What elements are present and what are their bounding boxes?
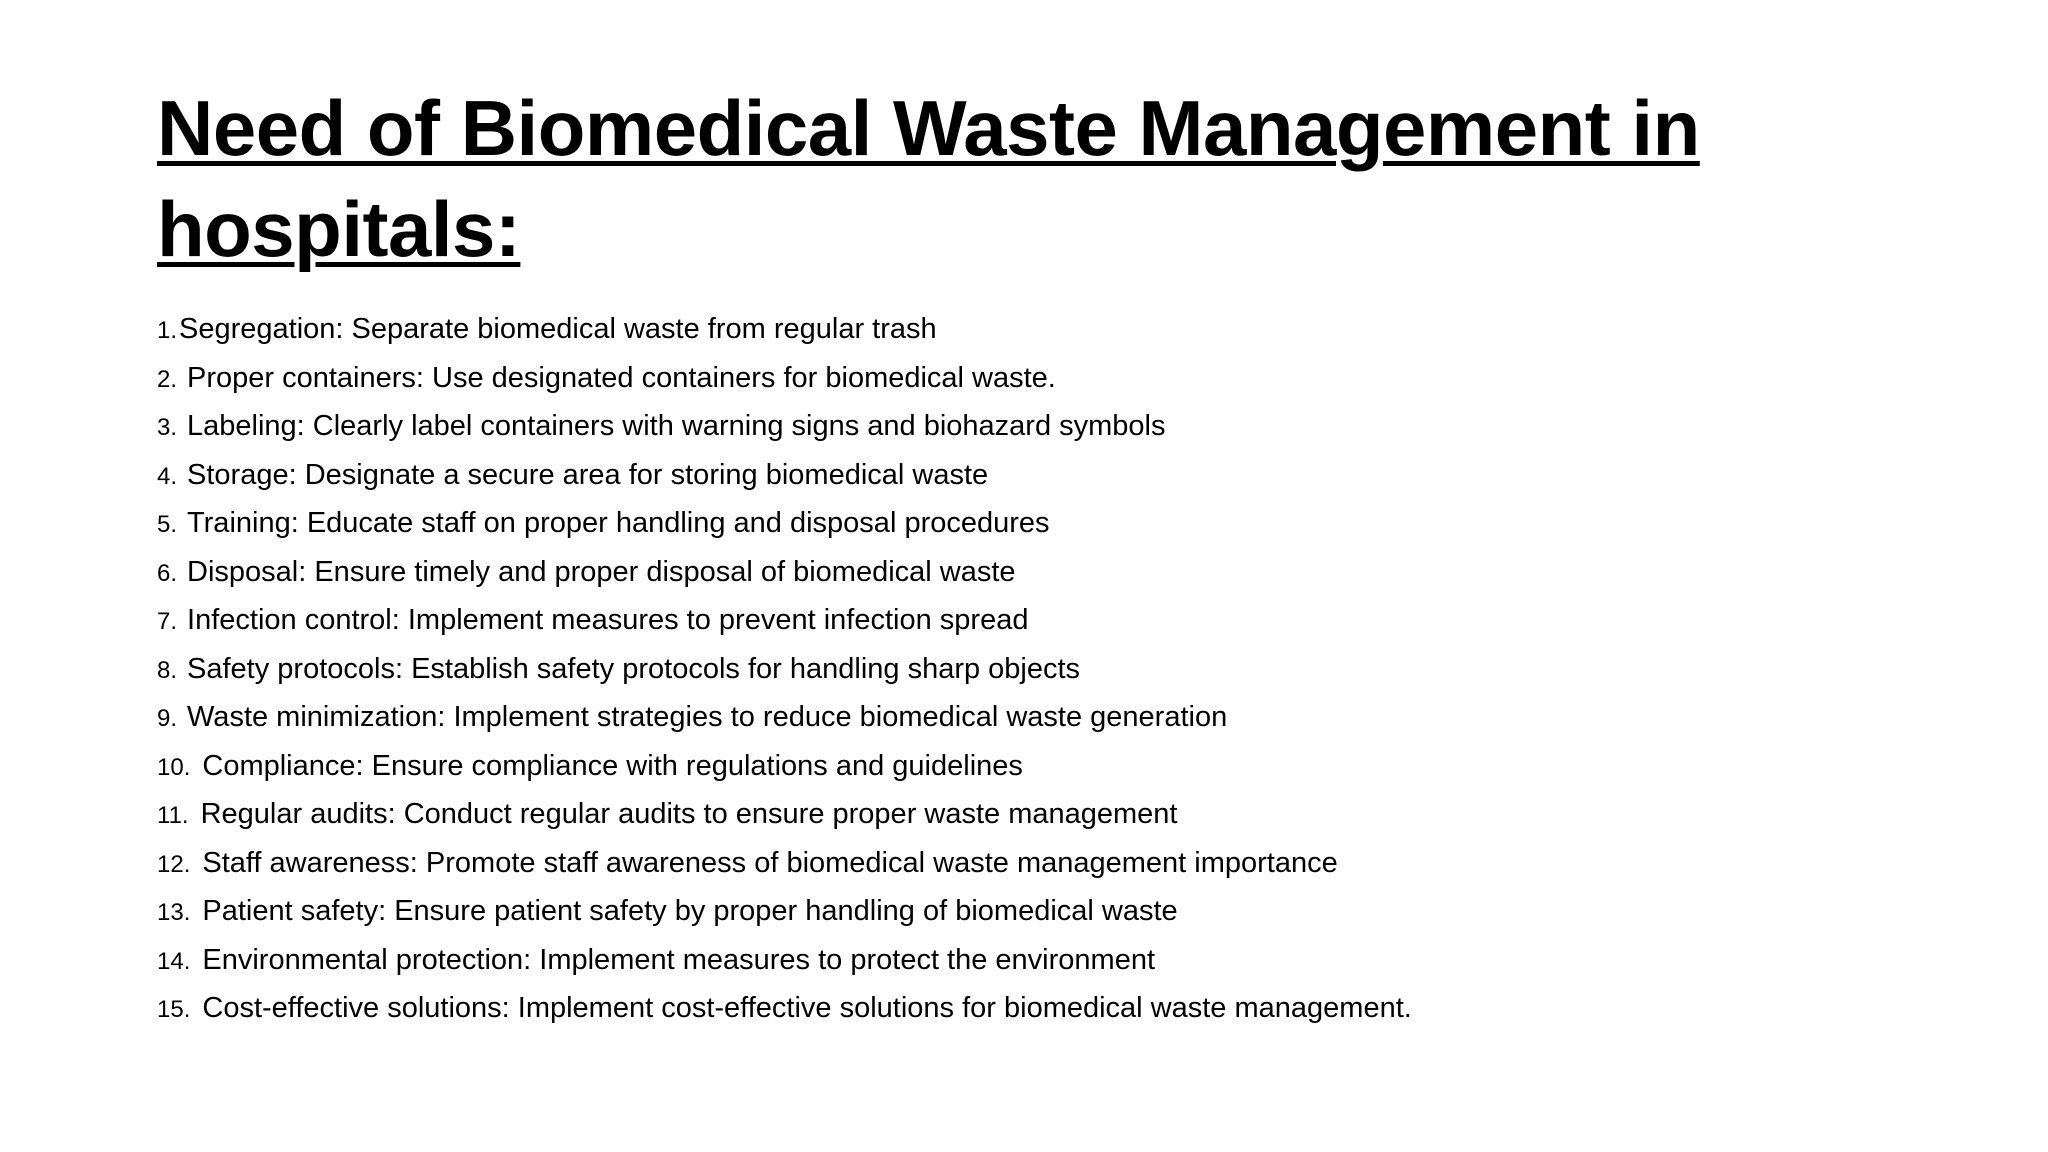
- list-item-text: Training: Educate staff on proper handling and disposal procedures: [187, 507, 1050, 539]
- list-item: [157, 645, 1412, 694]
- list-item: [157, 742, 1412, 791]
- list-item-number: 14.: [157, 947, 191, 975]
- list-item: [157, 984, 1412, 1033]
- list-item-text: Infection control: Implement measures to prevent infection spread: [187, 604, 1029, 636]
- list-item: [157, 451, 1412, 500]
- list-item-number: 9.: [157, 705, 178, 732]
- list-item-number: 11.: [157, 802, 189, 829]
- list-item-number: 12.: [157, 850, 191, 878]
- list-item-number: 7.: [157, 608, 178, 635]
- list-item-text: Storage: Designate a secure area for storing biomedical waste: [187, 458, 989, 491]
- list-item-text: Staff awareness: Promote staff awareness of biomedical waste management importance: [202, 846, 1338, 879]
- list-item: [157, 839, 1412, 888]
- list-item-text: Safety protocols: Establish safety protocols for handling sharp objects: [187, 652, 1081, 685]
- list-item-number: 8.: [157, 656, 178, 684]
- list-item-number: 4.: [157, 462, 178, 490]
- list-item: [157, 936, 1412, 985]
- list-item: [157, 402, 1412, 451]
- list-item: [157, 499, 1412, 548]
- waste-management-list: [157, 305, 1412, 1033]
- slide-title: Need of Biomedical Waste Management in hospitals:: [157, 84, 1700, 273]
- list-item: [157, 305, 1412, 354]
- list-item-text: Compliance: Ensure compliance with regulations and guidelines: [202, 749, 1023, 782]
- list-item: [157, 548, 1412, 597]
- list-item-text: Segregation: Separate biomedical waste from regular trash: [179, 313, 937, 345]
- list-item-number: 6.: [157, 559, 178, 587]
- list-item-text: Cost-effective solutions: Implement cost-effective solutions for biomedical waste management.: [202, 992, 1412, 1024]
- list-item-text: Proper containers: Use designated containers for biomedical waste.: [187, 361, 1056, 394]
- list-item-text: Disposal: Ensure timely and proper disposal of biomedical waste: [187, 555, 1016, 588]
- list-item-number: 15.: [157, 996, 191, 1023]
- list-item-text: Regular audits: Conduct regular audits to ensure proper waste management: [200, 798, 1178, 830]
- list-item-text: Patient safety: Ensure patient safety by proper handling of biomedical waste: [202, 895, 1178, 927]
- list-item-text: Labeling: Clearly label containers with warning signs and biohazard symbols: [187, 410, 1166, 442]
- list-item-number: 3.: [157, 414, 178, 441]
- list-item: [157, 596, 1412, 645]
- list-item: [157, 693, 1412, 742]
- list-item: [157, 887, 1412, 936]
- list-item: [157, 790, 1412, 839]
- list-item-number: 5.: [157, 511, 178, 538]
- list-item-number: 1.: [157, 317, 178, 344]
- list-item-number: 2.: [157, 365, 178, 393]
- list-item-text: Environmental protection: Implement measures to protect the environment: [202, 943, 1156, 976]
- list-item-text: Waste minimization: Implement strategies to reduce biomedical waste generation: [187, 701, 1228, 733]
- list-item-number: 13.: [157, 899, 191, 926]
- list-item-number: 10.: [157, 753, 191, 781]
- list-item: [157, 354, 1412, 403]
